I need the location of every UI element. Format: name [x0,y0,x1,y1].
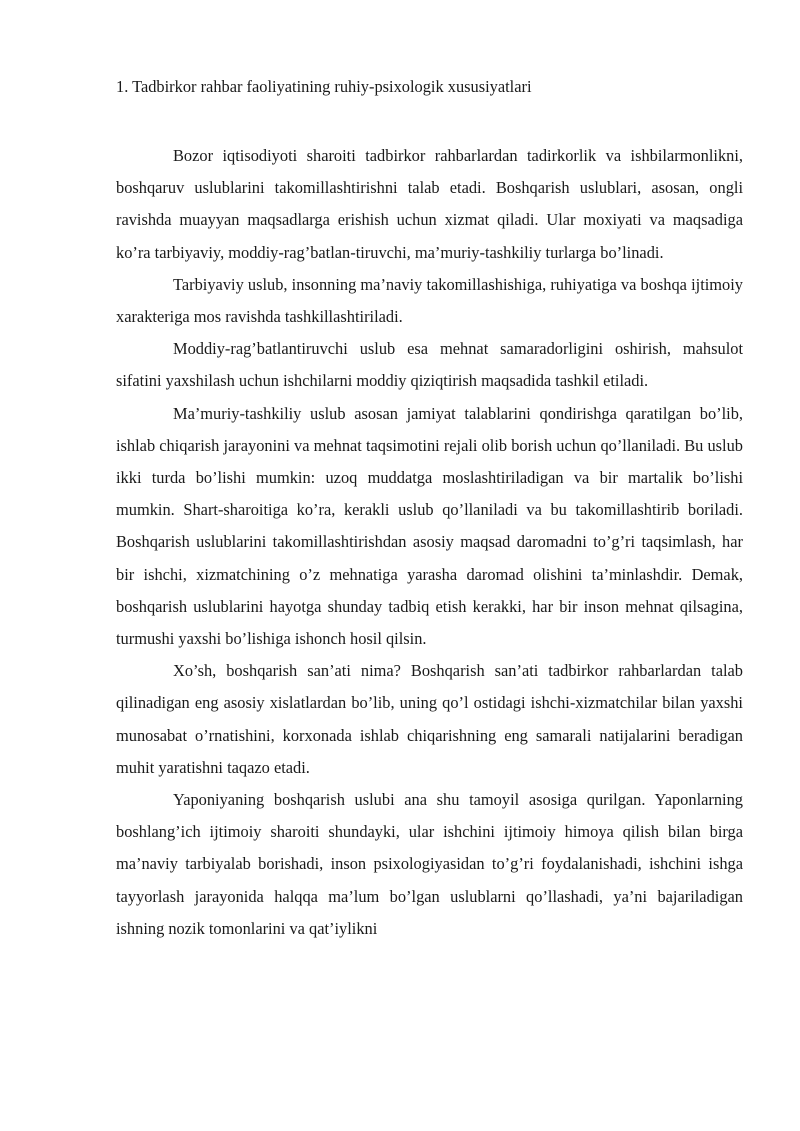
paragraph-market-economy: Bozor iqtisodiyoti sharoiti tadbirkor rahbarlardan tadirkorlik va ishbilarmonlikni, boshqaruv uslublarini takomillashtirishni talab etadi. Boshqarish uslublari, asosan, ongli ravishda muayyan maqsadlarga erishish uchun xizmat qiladi. Ular moxiyati va maqsadiga ko’ra tarbiyaviy, moddiy-rag’batlan-tiruvchi, ma’muriy-tashkiliy turlarga bo’linadi. [116,146,743,262]
paragraph-educational-method: Tarbiyaviy uslub, insonning ma’naviy takomillashishiga, ruhiyatiga va boshqa ijtimoiy xarakteriga mos ravishda tashkillashtiriladi. [116,274,743,327]
section-heading: 1. Tadbirkor rahbar faoliyatining ruhiy-psixologik xususiyatlari [116,77,532,96]
paragraph-japanese-management: Yaponiyaning boshqarish uslubi ana shu tamoyil asosiga qurilgan. Yaponlarning boshlang’ich ijtimoiy sharoiti shundayki, ular ishchini ijtimoiy himoya qilish bilan birga ma’naviy tarbiyalab borishadi, inson psixologiyasidan to’g’ri foydalanishadi, ishchini ishga tayyorlash jarayonida halqqa ma’lum bo’lgan uslublarni qo’llashadi, ya’ni bajariladigan ishning nozik tomonlarini va qat’iylikni [116,790,743,938]
paragraph-administrative-method: Ma’muriy-tashkiliy uslub asosan jamiyat talablarini qondirishga qaratilgan bo’lib, ishlab chiqarish jarayonini va mehnat taqsimotini rejali olib borish uchun qo’llaniladi. Bu uslub ikki turda bo’lishi mumkin: uzoq muddatga moslashtiriladigan va bir martalik bo’lishi mumkin. Shart-sharoitiga ko’ra, kerakli uslub qo’llaniladi va bu takomillashtirib boriladi. Boshqarish uslublarini takomillashtirishdan asosiy maqsad daromadni to’g’ri taqsimlash, har bir ishchi, xizmatchining o’z mehnatiga yarasha daromad olishini ta’minlashdir. Demak, boshqarish uslublarini hayotga shunday tadbiq etish kerakki, har bir inson mehnat qilsagina, turmushi yaxshi bo’lishiga ishonch hosil qilsin. [116,403,743,649]
paragraph-management-art: Xo’sh, boshqarish san’ati nima? Boshqarish san’ati tadbirkor rahbarlardan talab qilinadigan eng asosiy xislatlardan bo’lib, uning qo’l ostidagi ishchi-xizmatchilar bilan yaxshi munosabat o’rnatishini, korxonada ishlab chiqarishning eng samarali natijalarini beradigan muhit yaratishni taqazo etadi. [116,661,743,777]
body-text [116,140,743,945]
paragraph-material-incentive-method: Moddiy-rag’batlantiruvchi uslub esa mehnat samaradorligini oshirish, mahsulot sifatini yaxshilash uchun ishchilarni moddiy qiziqtirish maqsadida tashkil etiladi. [116,339,743,391]
